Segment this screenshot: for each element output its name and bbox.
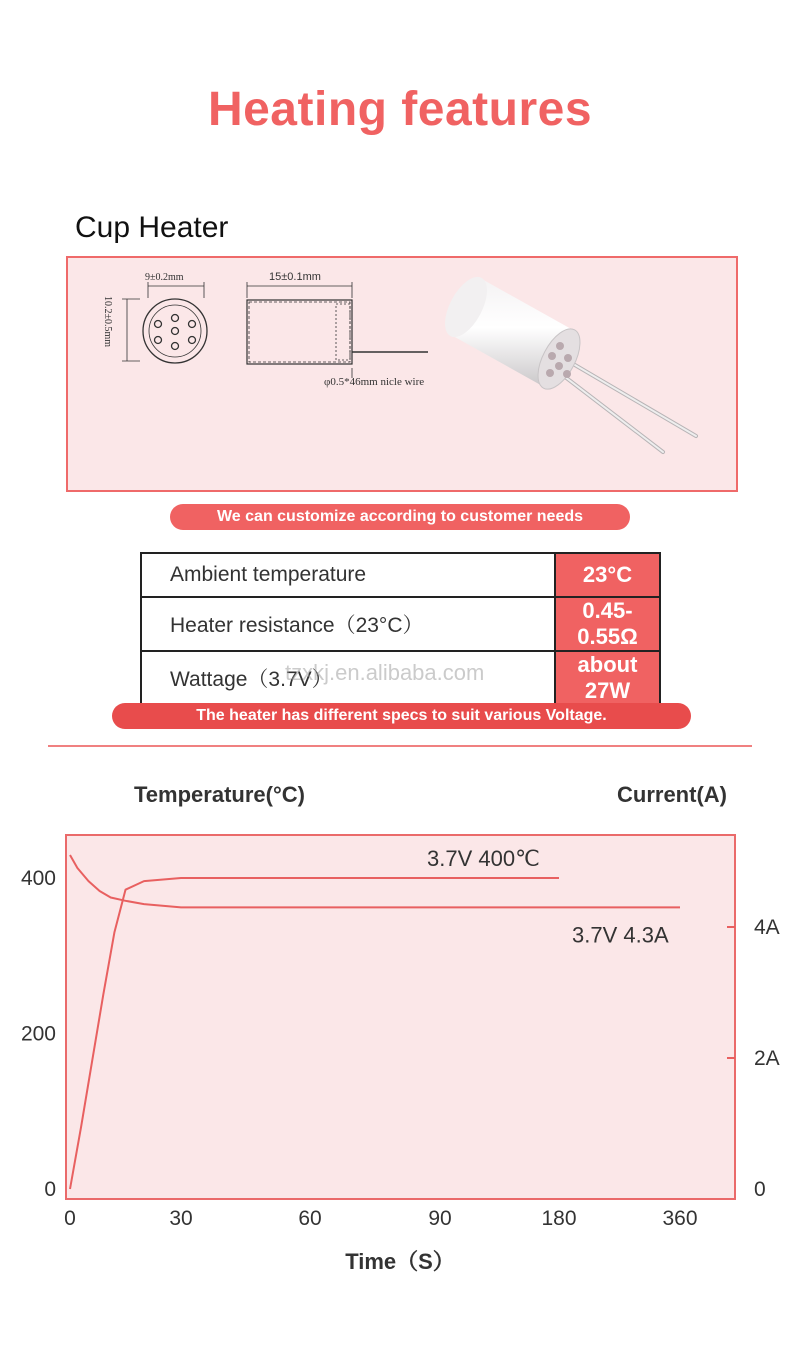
spec-value: 0.45-0.55Ω: [555, 597, 660, 651]
divider: [48, 745, 752, 747]
x-axis-title: Time（S）: [345, 1249, 455, 1274]
heater-diagram-panel: [66, 256, 738, 492]
y-right-tick-label: 0: [754, 1178, 766, 1201]
voltage-note: The heater has different specs to suit various Voltage.: [112, 703, 691, 729]
table-row: [141, 553, 660, 597]
plot-area: [66, 835, 735, 1199]
series-label: 3.7V 400℃: [427, 846, 540, 871]
x-tick-label: 0: [64, 1207, 76, 1230]
x-tick-label: 30: [169, 1207, 193, 1230]
x-tick-label: 360: [662, 1207, 698, 1230]
temperature-current-chart: [0, 820, 800, 1240]
series-label: 3.7V 4.3A: [572, 922, 669, 948]
y-left-tick-label: 0: [44, 1178, 56, 1201]
dim-length-label: 15±0.1mm: [269, 271, 321, 283]
end-view-drawing: [122, 282, 207, 363]
table-row: [141, 597, 660, 651]
x-tick-label: 90: [428, 1207, 452, 1230]
spec-value: 23°C: [555, 553, 660, 597]
spec-label: Heater resistance（23°C）: [141, 597, 555, 651]
y-right-tick-label: 2A: [754, 1047, 780, 1070]
spec-label: Wattage（3.7V）: [141, 651, 555, 705]
heater-diagram: [68, 258, 736, 490]
heater-3d-render: [436, 270, 696, 452]
page-title: Heating features: [207, 83, 593, 136]
y-left-tick-label: 400: [20, 867, 56, 890]
section-title: Cup Heater: [75, 211, 229, 244]
side-view-drawing: [247, 282, 428, 378]
x-tick-label: 60: [298, 1207, 322, 1230]
right-axis-title: Current(A): [617, 782, 727, 807]
customize-note: We can customize according to customer needs: [170, 504, 630, 530]
watermark: tzxkj.en.alibaba.com: [285, 660, 485, 685]
y-left-tick-label: 200: [20, 1022, 56, 1046]
wire-label: φ0.5*46mm nicle wire: [324, 376, 425, 388]
dim-width-label: 9±0.2mm: [145, 272, 184, 283]
spec-label: Ambient temperature: [141, 553, 555, 597]
spec-value: about 27W: [555, 651, 660, 705]
x-tick-label: 180: [541, 1207, 577, 1230]
dim-height-label: 10.2±0.5mm: [102, 296, 113, 348]
left-axis-title: Temperature(°C): [134, 782, 305, 807]
y-right-tick-label: 4A: [754, 916, 780, 939]
